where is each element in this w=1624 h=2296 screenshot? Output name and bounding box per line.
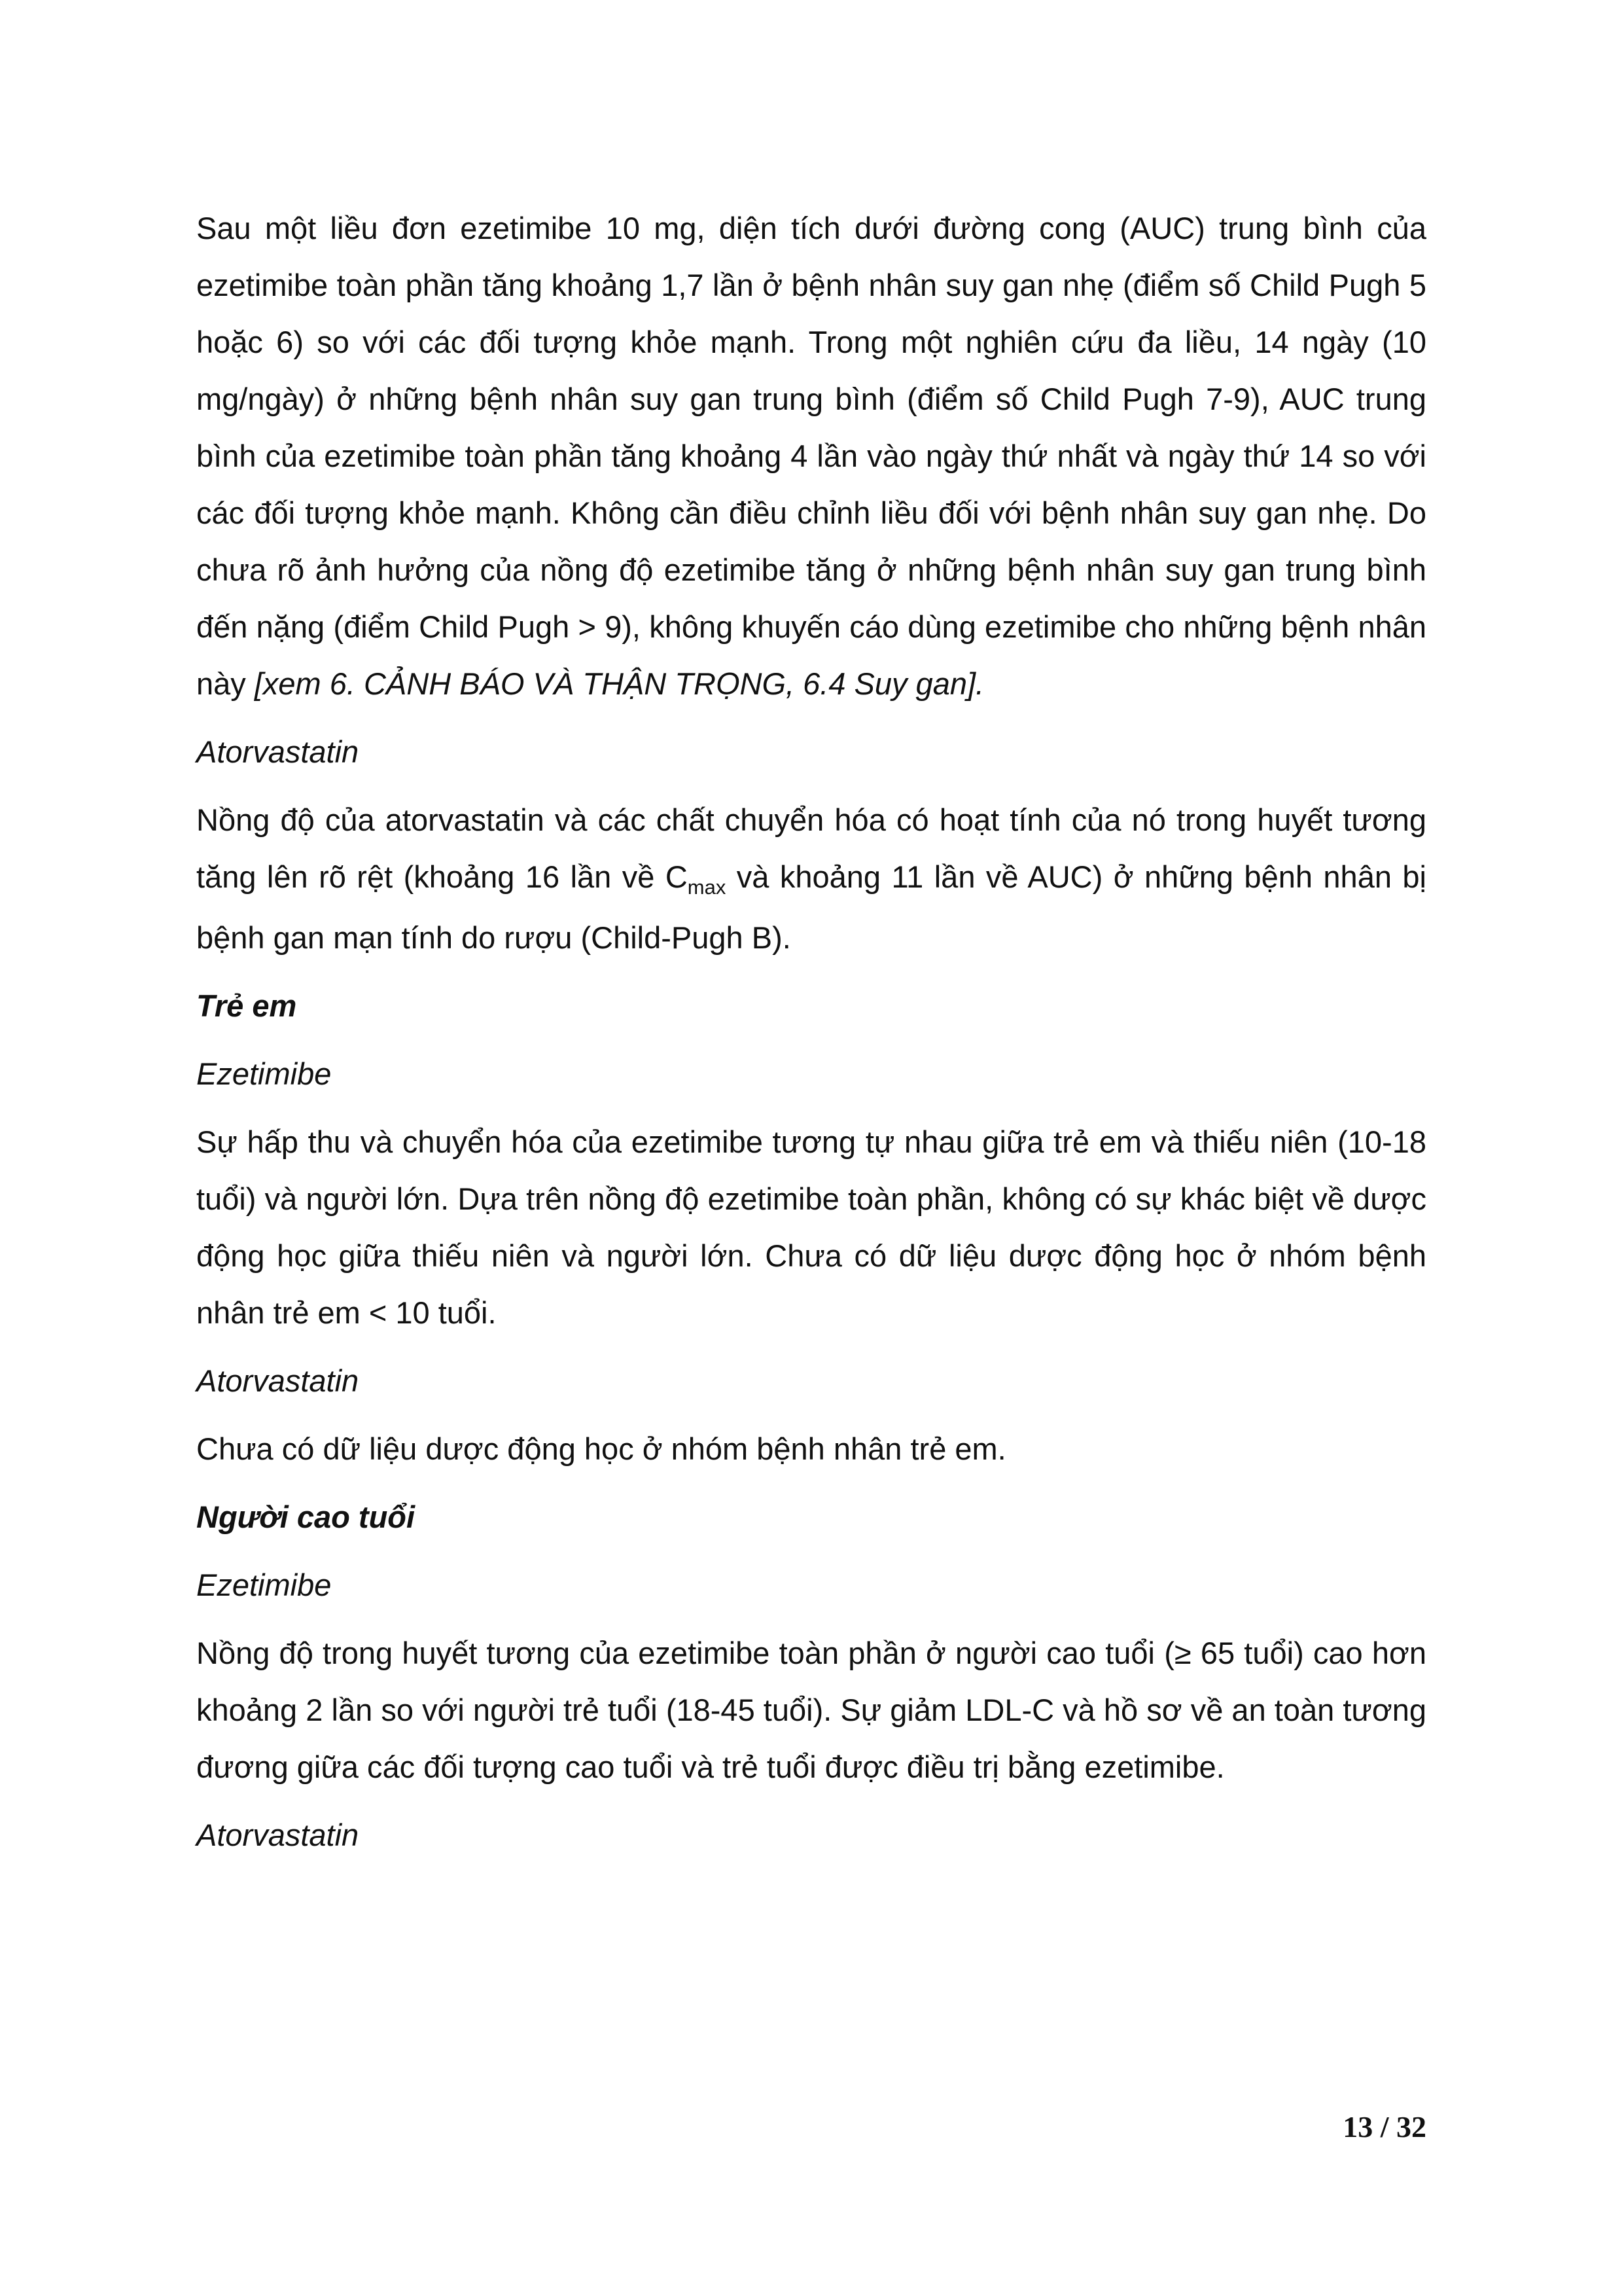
pediatric-atorvastatin-subheading: Atorvastatin [196, 1363, 359, 1398]
document-page [196, 200, 1426, 1874]
hepatic-atorvastatin-paragraph [196, 791, 1426, 966]
elderly-heading: Người cao tuổi [196, 1499, 415, 1534]
hepatic-ezetimibe-paragraph [196, 200, 1426, 712]
cross-reference: [xem 6. CẢNH BÁO VÀ THẬN TRỌNG, 6.4 Suy gan]. [254, 666, 985, 701]
page-number: 13 / 32 [1343, 2110, 1426, 2144]
elderly-atorvastatin-subheading: Atorvastatin [196, 1818, 359, 1852]
hepatic-atorvastatin-text-a: Nồng độ của atorvastatin và các chất chuyển hóa có hoạt tính của nó trong huyết tương tăng lên rõ rệt (khoảng 16 lần về C [196, 802, 1426, 894]
hepatic-atorvastatin-subheading: Atorvastatin [196, 734, 359, 769]
elderly-ezetimibe-paragraph: Nồng độ trong huyết tương của ezetimibe toàn phần ở người cao tuổi (≥ 65 tuổi) cao hơn khoảng 2 lần so với người trẻ tuổi (18-45 tuổi). Sự giảm LDL-C và hồ sơ về an toàn tương đương giữa các đối tượng cao tuổi và trẻ tuổi được điều trị bằng ezetimibe. [196, 1636, 1426, 1784]
hepatic-ezetimibe-text: Sau một liều đơn ezetimibe 10 mg, diện tích dưới đường cong (AUC) trung bình của ezetimibe toàn phần tăng khoảng 1,7 lần ở bệnh nhân suy gan nhẹ (điểm số Child Pugh 5 hoặc 6) so với các đối tượng khỏe mạnh. Trong một nghiên cứu đa liều, 14 ngày (10 mg/ngày) ở những bệnh nhân suy gan trung bình (điểm số Child Pugh 7-9), AUC trung bình của ezetimibe toàn phần tăng khoảng 4 lần vào ngày thứ nhất và ngày thứ 14 so với các đối tượng khỏe mạnh. Không cần điều chỉnh liều đối với bệnh nhân suy gan nhẹ. Do chưa rõ ảnh hưởng của nồng độ ezetimibe tăng ở những bệnh nhân suy gan trung bình đến nặng (điểm Child Pugh > 9), không khuyến cáo dùng ezetimibe cho những bệnh nhân này [196, 211, 1426, 701]
hepatic-atorvastatin-text-b: và khoảng 11 lần về AUC) ở những bệnh nhân bị bệnh gan mạn tính do rượu (Child-Pugh B). [196, 859, 1426, 955]
pediatric-ezetimibe-paragraph: Sự hấp thu và chuyển hóa của ezetimibe tương tự nhau giữa trẻ em và thiếu niên (10-18 tuổi) và người lớn. Dựa trên nồng độ ezetimibe toàn phần, không có sự khác biệt về dược động học giữa thiếu niên và người lớn. Chưa có dữ liệu dược động học ở nhóm bệnh nhân trẻ em < 10 tuổi. [196, 1124, 1426, 1330]
pediatric-ezetimibe-subheading: Ezetimibe [196, 1056, 332, 1091]
cmax-subscript: max [687, 876, 726, 899]
elderly-ezetimibe-subheading: Ezetimibe [196, 1568, 332, 1602]
pediatric-atorvastatin-paragraph: Chưa có dữ liệu dược động học ở nhóm bệnh nhân trẻ em. [196, 1431, 1006, 1466]
pediatric-heading: Trẻ em [196, 988, 297, 1023]
